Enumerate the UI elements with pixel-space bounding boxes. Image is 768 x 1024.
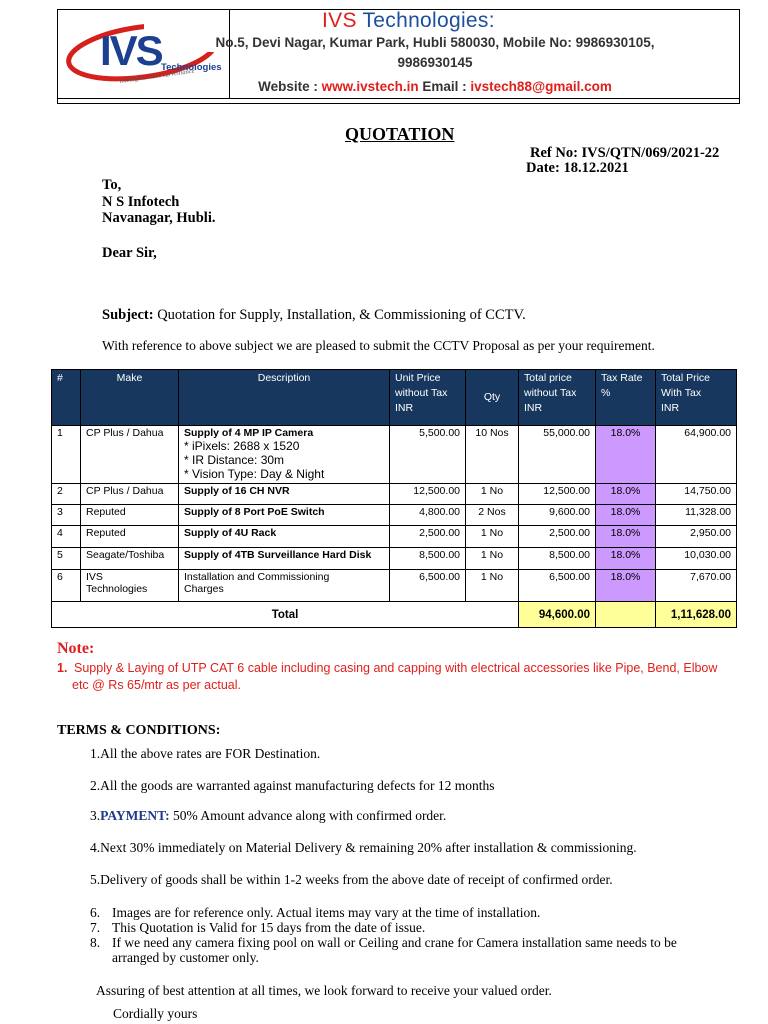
row-number: 1 xyxy=(52,426,81,484)
company-contact xyxy=(205,79,665,94)
row-tax-rate: 18.0% xyxy=(596,548,656,570)
row-unit-price: 4,800.00 xyxy=(390,505,466,526)
term-7: 7. This Quotation is Valid for 15 days from the date of issue. xyxy=(90,920,426,935)
row-description: Supply of 4 MP IP Camera * iPixels: 2688 x 1520 * IR Distance: 30m * Vision Type: Day & Night xyxy=(179,426,390,484)
row-unit-price: 2,500.00 xyxy=(390,526,466,548)
recipient-to: To, xyxy=(102,177,122,193)
company-name xyxy=(322,9,495,33)
table-row xyxy=(52,505,737,526)
website-link[interactable]: www.ivstech.in xyxy=(321,79,419,94)
row-qty: 10 Nos xyxy=(466,426,519,484)
row-tax-rate: 18.0% xyxy=(596,526,656,548)
row-make: Seagate/Toshiba xyxy=(81,548,179,570)
row-total-with-tax: 11,328.00 xyxy=(656,505,737,526)
header-description: Description xyxy=(179,370,390,426)
company-brand: IVS xyxy=(322,9,357,32)
logo-tagline: intelligent video surveillance xyxy=(119,67,195,85)
email-label: Email : xyxy=(418,79,471,94)
document-title: QUOTATION xyxy=(345,124,455,144)
row-tax-rate: 18.0% xyxy=(596,570,656,602)
row-total-with-tax: 2,950.00 xyxy=(656,526,737,548)
term-3: 3.PAYMENT: 50% Amount advance along with confirmed order. xyxy=(90,808,447,823)
row-description: Supply of 8 Port PoE Switch xyxy=(179,505,390,526)
row-unit-price: 6,500.00 xyxy=(390,570,466,602)
header-no: # xyxy=(52,370,81,426)
subject-text: Quotation for Supply, Installation, & Commissioning of CCTV. xyxy=(153,307,526,323)
term-6: 6. Images are for reference only. Actual items may vary at the time of installation. xyxy=(90,905,541,920)
table-row xyxy=(52,526,737,548)
row-number: 6 xyxy=(52,570,81,602)
website-label: Website : xyxy=(258,79,322,94)
reference-number: Ref No: IVS/QTN/069/2021-22 xyxy=(530,145,720,161)
note-number: 1. xyxy=(57,661,68,675)
address-line-2: 9986930145 xyxy=(397,55,473,70)
row-qty: 1 No xyxy=(466,548,519,570)
quotation-date: Date: 18.12.2021 xyxy=(526,160,629,176)
terms-title: TERMS & CONDITIONS: xyxy=(57,723,221,738)
row-tax-rate: 18.0% xyxy=(596,426,656,484)
row-total-with-tax: 64,900.00 xyxy=(656,426,737,484)
header-divider xyxy=(58,98,739,99)
row-description: Installation and Commissioning Charges xyxy=(179,570,390,602)
row-total-with-tax: 14,750.00 xyxy=(656,484,737,505)
table-row xyxy=(52,426,737,484)
company-name-rest: Technologies: xyxy=(356,9,495,32)
row-unit-price: 5,500.00 xyxy=(390,426,466,484)
row-make: Reputed xyxy=(81,505,179,526)
row-number: 2 xyxy=(52,484,81,505)
closing-line: Assuring of best attention at all times, we look forward to receive your valued order. xyxy=(96,983,552,998)
row-unit-price: 8,500.00 xyxy=(390,548,466,570)
header-total-with-tax: Total Price With Tax INR xyxy=(656,370,737,426)
row-total-with-tax: 10,030.00 xyxy=(656,548,737,570)
company-address xyxy=(205,33,665,73)
logo-text: IVS xyxy=(100,27,162,74)
note-title: Note: xyxy=(57,640,95,657)
row-total: 12,500.00 xyxy=(519,484,596,505)
row-total: 55,000.00 xyxy=(519,426,596,484)
header-unit-price: Unit Price without Tax INR xyxy=(390,370,466,426)
header-qty: Qty xyxy=(466,370,519,426)
header-tax-rate: Tax Rate % xyxy=(596,370,656,426)
term-1: 1.All the above rates are FOR Destination. xyxy=(90,746,321,761)
term-5: 5.Delivery of goods shall be within 1-2 weeks from the above date of receipt of confirmed order. xyxy=(90,872,613,887)
row-qty: 1 No xyxy=(466,484,519,505)
row-total: 9,600.00 xyxy=(519,505,596,526)
row-make: CP Plus / Dahua xyxy=(81,484,179,505)
term-2: 2.All the goods are warranted against manufacturing defects for 12 months xyxy=(90,778,495,793)
term-4: 4.Next 30% immediately on Material Delivery & remaining 20% after installation & commissioning. xyxy=(90,840,637,855)
signoff: Cordially yours xyxy=(113,1006,198,1021)
total-label: Total xyxy=(52,602,519,628)
table-row xyxy=(52,548,737,570)
intro-paragraph: With reference to above subject we are pleased to submit the CCTV Proposal as per your requirement. xyxy=(102,338,655,353)
row-description: Supply of 4TB Surveillance Hard Disk xyxy=(179,548,390,570)
recipient-place: Navanagar, Hubli. xyxy=(102,210,216,226)
row-make: Reputed xyxy=(81,526,179,548)
row-number: 4 xyxy=(52,526,81,548)
quotation-table xyxy=(51,369,737,628)
note-line-2: etc @ Rs 65/mtr as per actual. xyxy=(72,678,242,692)
total-with-tax: 1,11,628.00 xyxy=(656,602,737,628)
logo-sub: Technologies xyxy=(161,62,222,73)
row-description: Supply of 4U Rack xyxy=(179,526,390,548)
row-tax-rate: 18.0% xyxy=(596,484,656,505)
email-link[interactable]: ivstech88@gmail.com xyxy=(470,79,612,94)
row-qty: 1 No xyxy=(466,526,519,548)
row-total: 8,500.00 xyxy=(519,548,596,570)
company-logo xyxy=(58,10,228,96)
row-make: CP Plus / Dahua xyxy=(81,426,179,484)
address-line-1: No.5, Devi Nagar, Kumar Park, Hubli 580030, Mobile No: 9986930105, xyxy=(215,35,655,50)
header-make: Make xyxy=(81,370,179,426)
term-8: 8. If we need any camera fixing pool on wall or Ceiling and crane for Camera installation same needs to be arranged by customer only. xyxy=(90,935,677,965)
note-item xyxy=(57,660,727,694)
table-row xyxy=(52,570,737,602)
row-qty: 2 Nos xyxy=(466,505,519,526)
payment-label: PAYMENT: xyxy=(100,808,170,823)
row-unit-price: 12,500.00 xyxy=(390,484,466,505)
row-make: IVS Technologies xyxy=(81,570,179,602)
row-description: Supply of 16 CH NVR xyxy=(179,484,390,505)
subject-line xyxy=(102,307,526,324)
table-row xyxy=(52,484,737,505)
header-total-price: Total price without Tax INR xyxy=(519,370,596,426)
total-without-tax: 94,600.00 xyxy=(519,602,596,628)
note-line-1: Supply & Laying of UTP CAT 6 cable including casing and capping with electrical accessories like Pipe, Bend, Elbow xyxy=(74,661,718,675)
recipient-name: N S Infotech xyxy=(102,194,180,210)
row-total-with-tax: 7,670.00 xyxy=(656,570,737,602)
table-total-row xyxy=(52,602,737,628)
row-total: 6,500.00 xyxy=(519,570,596,602)
row-number: 5 xyxy=(52,548,81,570)
total-tax-cell xyxy=(596,602,656,628)
table-header-row xyxy=(52,370,737,426)
subject-label: Subject: xyxy=(102,307,154,323)
row-qty: 1 No xyxy=(466,570,519,602)
row-tax-rate: 18.0% xyxy=(596,505,656,526)
salutation: Dear Sir, xyxy=(102,245,157,261)
row-total: 2,500.00 xyxy=(519,526,596,548)
row-number: 3 xyxy=(52,505,81,526)
